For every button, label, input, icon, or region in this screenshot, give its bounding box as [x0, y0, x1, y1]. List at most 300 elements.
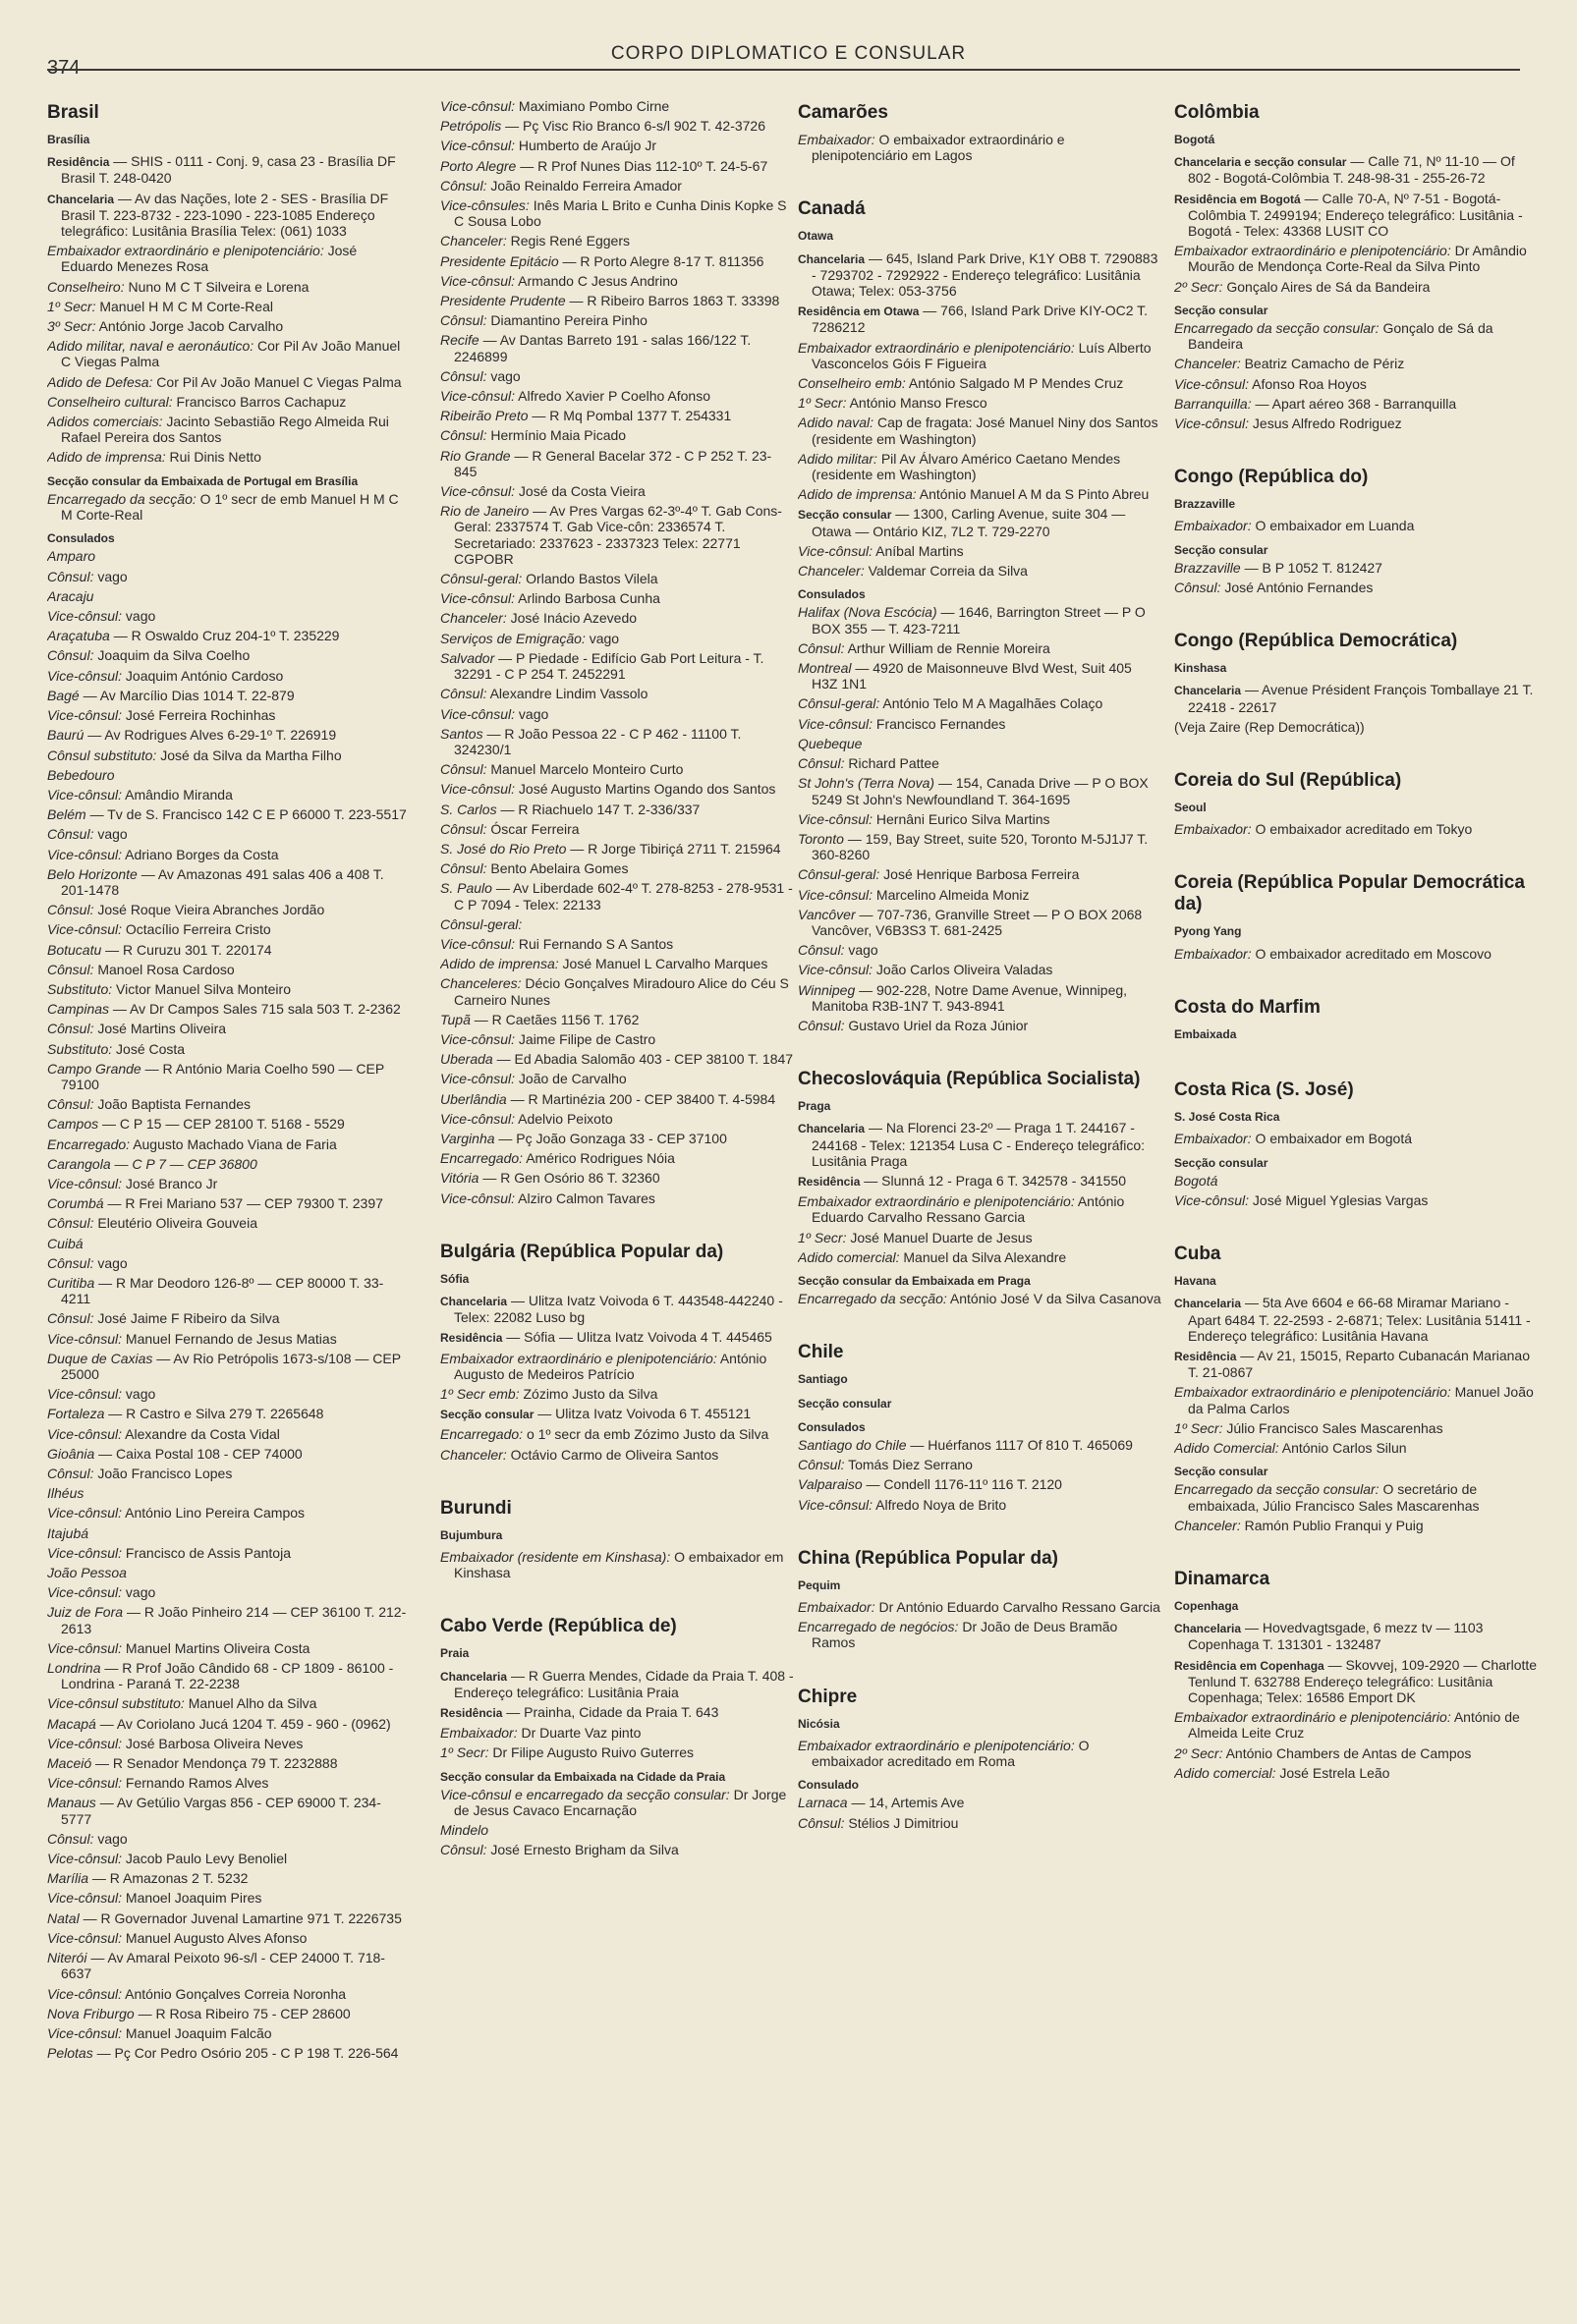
entry-label: Santos: [440, 725, 483, 742]
directory-entry: [440, 610, 794, 626]
entry-label: Vitória: [440, 1170, 479, 1187]
entry-label: Chanceler:: [798, 563, 865, 580]
entry-label: João Pessoa: [47, 1565, 127, 1581]
entry-label: Vice-cônsul:: [47, 1386, 123, 1403]
entry-value: — R Prof Nunes Dias 112-10º T. 24-5-67: [520, 157, 768, 174]
directory-entry: [798, 415, 1161, 446]
section-heading: Secção consular: [798, 1396, 892, 1411]
directory-entry: [798, 716, 1161, 732]
entry-value: — Calle 70-A, Nº 7-51 - Bogotá-Colômbia T. 2499194; Endereço telegráfico: Lusitânia - Bogotá - Telex: 43368 LUSIT CO: [1188, 190, 1523, 240]
directory-entry: [440, 571, 794, 586]
directory-entry: [1174, 396, 1540, 412]
entry-bold-label: Residência: [440, 1331, 503, 1346]
directory-entry: [47, 608, 409, 624]
entry-value: Décio Gonçalves Miradouro Alice do Céu S Carneiro Nunes: [454, 975, 789, 1008]
entry-value: O embaixador em Kinshasa: [454, 1549, 784, 1581]
entry-value: Alfredo Xavier P Coelho Afonso: [518, 388, 711, 405]
directory-entry: [440, 273, 794, 289]
entry-value: Orlando Bastos Vilela: [526, 571, 658, 587]
entry-label: Vice-cônsul:: [47, 1425, 123, 1442]
entry-value: — R João Pinheiro 214 — CEP 36100 T. 212-2613: [61, 1604, 407, 1636]
entry-value: Francisco de Assis Pantoja: [125, 1544, 291, 1561]
entry-value: Zózimo Justo da Silva: [523, 1386, 658, 1402]
directory-entry: [798, 831, 1161, 862]
entry-value: Alexandre Lindim Vassolo: [489, 686, 648, 702]
entry-value: António Lino Pereira Campos: [125, 1505, 306, 1522]
entry-label: Vice-cônsul:: [47, 1735, 123, 1751]
entry-value: Manuel H M C M Corte-Real: [99, 298, 273, 314]
entry-value: — Prainha, Cidade da Praia T. 643: [506, 1704, 719, 1721]
entry-value: Luís Alberto Vasconcelos Góis F Figueira: [812, 339, 1152, 371]
running-header: CORPO DIPLOMATICO E CONSULAR: [610, 43, 967, 64]
spacer: [1174, 1537, 1540, 1555]
entry-label: Bagé: [47, 687, 80, 703]
entry-value: José Ernesto Brigham da Silva: [490, 1842, 679, 1858]
entry-label: Encarregado:: [47, 1135, 131, 1152]
directory-entry: [440, 312, 794, 328]
directory-entry: [1174, 518, 1540, 533]
entry-label: Encarregado:: [440, 1426, 524, 1443]
entry-value: António Salgado M P Mendes Cruz: [908, 375, 1124, 392]
directory-entry: [440, 726, 794, 757]
directory-entry: [1174, 719, 1540, 735]
city-heading: Sófia: [440, 1271, 470, 1286]
entry-label: Vice-cônsul:: [47, 2024, 123, 2041]
directory-entry: [440, 332, 794, 363]
directory-entry: [47, 847, 409, 862]
entry-value: — Condell 1176-11º 116 T. 2120: [866, 1476, 1062, 1493]
entry-value: — R Martinézia 200 - CEP 38400 T. 4-5984: [510, 1090, 776, 1107]
directory-entry: [47, 491, 409, 523]
entry-label: Baurú: [47, 727, 84, 744]
entry-bold-label: Chancelaria: [1174, 684, 1242, 698]
entry-value: — R Caetães 1156 T. 1762: [474, 1011, 640, 1027]
directory-entry: [798, 887, 1161, 903]
directory-entry: [47, 707, 409, 723]
directory-entry: [47, 394, 409, 410]
entry-value: Cap de fragata: José Manuel Niny dos Santos (residente em Washington): [812, 415, 1158, 447]
directory-entry: [1174, 243, 1540, 274]
entry-label: Vice-cônsul:: [1174, 1191, 1250, 1208]
entry-value: — Na Florenci 23-2º — Praga 1 T. 244167 - 244168 - Telex: 121354 Lusa C - Endereço telegráfico: Lusitânia Praga: [812, 1120, 1146, 1169]
country-heading: Costa Rica (S. José): [1174, 1079, 1354, 1101]
entry-label: Vice-cônsul:: [440, 781, 516, 798]
directory-entry: [440, 1150, 794, 1166]
directory-entry: [440, 1406, 794, 1422]
entry-label: Cônsul:: [798, 639, 845, 656]
directory-entry: [798, 1497, 1161, 1513]
city-heading: Praia: [440, 1646, 470, 1661]
entry-value: — 4920 de Maisonneuve Blvd West, Suit 405 H3Z 1N1: [812, 660, 1132, 692]
directory-entry: [440, 98, 794, 114]
directory-entry: [440, 158, 794, 174]
entry-bold-label: Chancelaria: [47, 192, 115, 206]
entry-label: Vice-cônsul:: [47, 1584, 123, 1601]
entry-value: — 1646, Barrington Street — P O BOX 355 — T. 423-7211: [812, 604, 1146, 636]
entry-value: — R Curuzu 301 T. 220174: [105, 941, 272, 958]
directory-entry: [47, 1310, 409, 1326]
spacer: [440, 1584, 794, 1602]
entry-value: Hernâni Eurico Silva Martins: [875, 810, 1050, 827]
entry-label: Adido de imprensa:: [798, 486, 917, 503]
directory-entry: [47, 1545, 409, 1561]
directory-entry: [1174, 1131, 1540, 1146]
country-heading: Coreia (República Popular Democrática da): [1174, 872, 1525, 915]
entry-label: Encarregado da secção consular:: [1174, 1481, 1380, 1498]
entry-value: — B P 1052 T. 812427: [1244, 559, 1382, 576]
entry-label: S. José do Rio Preto: [440, 840, 567, 857]
directory-entry: [440, 408, 794, 423]
entry-value: — 1300, Carling Avenue, suite 304 — Otawa — Ontário KIZ, 7L2 T. 729-2270: [812, 506, 1126, 539]
city-heading: Kinshasa: [1174, 661, 1227, 676]
entry-label: Vice-cônsul:: [440, 935, 516, 952]
entry-label: Presidente Epitácio: [440, 252, 559, 269]
directory-entry: [1174, 415, 1540, 431]
entry-bold-label: Residência em Otawa: [798, 304, 920, 319]
country-heading: Brasil: [47, 102, 99, 123]
directory-entry: [47, 299, 409, 314]
directory-entry: [798, 1619, 1161, 1650]
entry-value: O embaixador acreditado em Roma: [812, 1737, 1090, 1770]
directory-entry: [440, 503, 794, 567]
entry-value: Ramón Publio Franqui y Puig: [1244, 1517, 1424, 1533]
entry-value: Américo Rodrigues Nóia: [526, 1150, 675, 1167]
entry-label: Substituto:: [47, 1040, 113, 1057]
entry-label: Campo Grande: [47, 1060, 141, 1077]
directory-entry: [47, 1275, 409, 1306]
entry-value: — R Oswaldo Cruz 204-1º T. 235229: [113, 628, 340, 644]
directory-entry: [440, 448, 794, 479]
directory-entry: [440, 1170, 794, 1186]
entry-value: vago: [97, 1254, 128, 1271]
entry-label: Cônsul:: [440, 367, 487, 384]
entry-bold-label: Chancelaria: [440, 1294, 508, 1308]
entry-label: Petrópolis: [440, 118, 502, 135]
directory-entry: [47, 1351, 409, 1382]
entry-value: — R General Bacelar 372 - C P 252 T. 23-845: [454, 447, 772, 479]
entry-value: — R Ribeiro Barros 1863 T. 33398: [569, 293, 780, 309]
entry-label: Cônsul:: [47, 1096, 94, 1113]
entry-label: Vice-cônsul:: [798, 715, 873, 732]
entry-label: Fortaleza: [47, 1406, 105, 1422]
entry-label: Santiago do Chile: [798, 1436, 907, 1453]
spacer: [1174, 599, 1540, 617]
country-heading: Canadá: [798, 198, 866, 220]
directory-entry: [798, 604, 1161, 636]
section-heading: Consulados: [798, 587, 866, 602]
entry-value: Óscar Ferreira: [490, 820, 580, 837]
directory-entry: [47, 647, 409, 663]
directory-entry: [440, 138, 794, 153]
entry-value: — R Frei Mariano 537 — CEP 79300 T. 2397: [107, 1195, 383, 1212]
entry-value: — R Gen Osório 86 T. 32360: [482, 1170, 660, 1187]
entry-value: — 5ta Ave 6604 e 66-68 Miramar Mariano - Apart 6484 T. 22-2593 - 2-6871; Telex: Lusitânia 51411 - Endereço telegráfico: Lusitânia Havana: [1188, 1295, 1531, 1344]
entry-label: Cônsul:: [798, 1017, 845, 1033]
entry-bold-label: Residência: [1174, 1349, 1237, 1363]
entry-value: Octávio Carmo de Oliveira Santos: [510, 1446, 719, 1463]
entry-value: Júlio Francisco Sales Mascarenhas: [1226, 1419, 1443, 1436]
entry-value: — Av Dr Campos Sales 715 sala 503 T. 2-2362: [112, 1001, 401, 1018]
directory-entry: [798, 1120, 1161, 1169]
entry-value: vago: [125, 1584, 156, 1601]
entry-label: Cônsul:: [47, 961, 94, 977]
directory-entry: [1174, 153, 1540, 186]
entry-label: 1º Secr:: [440, 1744, 489, 1761]
entry-value: — Hovedvagtsgade, 6 mezz tv — 1103 Copenhaga T. 131301 - 132487: [1188, 1620, 1484, 1653]
entry-value: Manuel Alho da Silva: [188, 1695, 317, 1712]
entry-value: Rui Dinis Netto: [169, 449, 261, 466]
directory-entry: [440, 1071, 794, 1086]
directory-entry: [798, 451, 1161, 482]
entry-bold-label: Chancelaria: [798, 1122, 866, 1136]
directory-entry: [440, 1111, 794, 1127]
entry-label: Cônsul:: [1174, 580, 1221, 596]
directory-entry: [47, 1736, 409, 1751]
directory-entry: [47, 1870, 409, 1886]
entry-value: O secretário de embaixada, Júlio Francisco Sales Mascarenhas: [1188, 1481, 1480, 1514]
entry-value: Amândio Miranda: [125, 786, 233, 802]
entry-value: — Apart aéreo 368 - Barranquilla: [1255, 395, 1457, 412]
entry-value: — 154, Canada Drive — P O BOX 5249 St John's Newfoundland T. 364-1695: [812, 775, 1149, 807]
entry-label: Vice-cônsul:: [440, 272, 516, 289]
entry-value: Alfredo Noya de Brito: [875, 1496, 1007, 1513]
entry-label: Chanceler:: [440, 233, 507, 249]
directory-entry: [47, 1041, 409, 1057]
directory-entry: [47, 1584, 409, 1600]
entry-label: Vice-cônsul:: [47, 1775, 123, 1792]
entry-value: João Reinaldo Ferreira Amador: [490, 177, 682, 194]
entry-value: José Miguel Yglesias Vargas: [1252, 1191, 1429, 1208]
directory-entry: [440, 761, 794, 777]
entry-label: Adido militar:: [798, 450, 877, 467]
entry-value: António Jorge Jacob Carvalho: [98, 318, 284, 335]
entry-value: Hermínio Maia Picado: [490, 427, 627, 444]
directory-entry: [47, 153, 409, 186]
entry-value: — Huérfanos 1117 Of 810 T. 465069: [910, 1436, 1133, 1453]
entry-value: José Martins Oliveira: [97, 1021, 227, 1037]
directory-entry: [1174, 320, 1540, 352]
directory-entry: [47, 1195, 409, 1211]
directory-entry: [47, 1930, 409, 1946]
entry-label: Vice-cônsul:: [47, 1851, 123, 1867]
directory-entry: [440, 197, 794, 229]
entry-label: Amparo: [47, 548, 96, 565]
entry-label: Cônsul:: [440, 427, 487, 444]
directory-entry: [47, 548, 409, 564]
directory-entry: [47, 1021, 409, 1036]
entry-label: Cônsul substituto:: [47, 747, 157, 763]
entry-label: 2º Secr:: [1174, 1744, 1223, 1761]
section-heading: Secção consular: [1174, 1465, 1268, 1479]
entry-value: Jaime Filipe de Castro: [518, 1030, 656, 1047]
entry-label: Tupã: [440, 1011, 471, 1027]
entry-label: Manaus: [47, 1795, 96, 1811]
directory-entry: [47, 921, 409, 937]
entry-value: Adelvio Peixoto: [518, 1110, 613, 1127]
entry-label: Larnaca: [798, 1795, 848, 1811]
entry-value: Maximiano Pombo Cirne: [518, 98, 670, 114]
entry-value: António de Almeida Leite Cruz: [1188, 1709, 1520, 1742]
entry-label: Brazzaville: [1174, 559, 1241, 576]
entry-bold-label: Residência: [440, 1706, 503, 1721]
entry-label: Bebedouro: [47, 766, 115, 783]
directory-entry: [440, 781, 794, 797]
directory-entry: [47, 1061, 409, 1092]
directory-entry: [798, 1018, 1161, 1033]
directory-entry: [798, 1230, 1161, 1245]
entry-label: Vice-cônsul:: [47, 786, 123, 802]
entry-label: Vice-cônsul:: [47, 1639, 123, 1656]
directory-entry: [1174, 1709, 1540, 1741]
entry-label: Mindelo: [440, 1822, 489, 1839]
entry-value: Inês Maria L Brito e Cunha Dinis Kopke S C Sousa Lobo: [454, 197, 787, 230]
directory-entry: [798, 543, 1161, 559]
entry-value: — R Senador Mendonça 79 T. 2232888: [95, 1755, 338, 1772]
entry-label: Campinas: [47, 1001, 110, 1018]
entry-value: Manuel Martins Oliveira Costa: [125, 1639, 310, 1656]
directory-entry: [440, 388, 794, 404]
directory-entry: [1174, 1481, 1540, 1513]
entry-value: — Calle 71, Nº 11-10 — Of 802 - Bogotá-Colômbia T. 248-98-31 - 255-26-72: [1188, 153, 1515, 187]
entry-label: Recife: [440, 332, 479, 349]
country-heading: Coreia do Sul (República): [1174, 770, 1402, 792]
entry-label: Gioânia: [47, 1445, 95, 1462]
directory-entry: [1174, 1745, 1540, 1761]
spacer: [1174, 841, 1540, 858]
directory-entry: [440, 1293, 794, 1325]
entry-label: Cônsul:: [47, 1830, 94, 1847]
directory-entry: [440, 233, 794, 249]
entry-value: José Jaime F Ribeiro da Silva: [97, 1310, 280, 1327]
directory-entry: [798, 375, 1161, 391]
entry-value: — Ulitza Ivatz Voivoda 6 T. 443548-442240 - Telex: 22082 Luso bg: [454, 1292, 783, 1326]
country-heading: Burundi: [440, 1497, 512, 1519]
directory-entry: [47, 826, 409, 842]
entry-label: Adidos comerciais:: [47, 414, 163, 430]
entry-label: Vice-cônsul:: [47, 921, 123, 938]
entry-label: Bogotá: [1174, 1172, 1218, 1189]
entry-label: Vice-cônsul:: [47, 667, 123, 684]
entry-bold-label: Chancelaria: [1174, 1297, 1242, 1311]
entry-label: Chanceler:: [1174, 1517, 1241, 1533]
directory-entry: [47, 902, 409, 917]
directory-entry: [1174, 1518, 1540, 1533]
directory-entry: [440, 975, 794, 1007]
directory-entry: [440, 253, 794, 269]
directory-entry: [440, 631, 794, 646]
entry-value: — Av Marcílio Dias 1014 T. 22-879: [83, 687, 295, 703]
directory-entry: [440, 1704, 794, 1721]
city-heading: Copenhaga: [1174, 1598, 1239, 1613]
section-heading: Secção consular: [1174, 1155, 1268, 1170]
entry-label: Quebeque: [798, 735, 863, 751]
directory-entry: [1174, 580, 1540, 595]
directory-entry: [798, 775, 1161, 806]
entry-label: Barranquilla:: [1174, 395, 1252, 412]
entry-value: Nuno M C T Silveira e Lorena: [128, 278, 310, 295]
entry-value: José Manuel Duarte de Jesus: [850, 1229, 1033, 1245]
entry-label: Adido naval:: [798, 415, 874, 431]
directory-entry: [47, 1215, 409, 1231]
directory-entry: [47, 569, 409, 584]
entry-value: Manoel Rosa Cardoso: [97, 961, 235, 977]
entry-label: Itajubá: [47, 1524, 89, 1541]
entry-label: Natal: [47, 1909, 80, 1926]
entry-label: Vice-cônsul:: [47, 1175, 123, 1191]
entry-label: Marília: [47, 1870, 89, 1887]
entry-value: — R Guerra Mendes, Cidade da Praia T. 408 - Endereço telegráfico: Lusitânia Praia: [454, 1667, 794, 1700]
directory-entry: [440, 1329, 794, 1346]
entry-label: Vice-cônsul:: [440, 98, 516, 114]
entry-bold-label: Chancelaria: [798, 251, 866, 266]
directory-entry: [47, 1236, 409, 1251]
directory-entry: [440, 1787, 794, 1818]
entry-label: Vice-cônsul:: [798, 962, 873, 978]
entry-label: Vice-cônsul:: [47, 1505, 123, 1522]
entry-value: Pil Av Álvaro Américo Caetano Mendes (residente em Washington): [812, 450, 1121, 483]
entry-value: — Ed Abadia Salomão 403 - CEP 38100 T. 1847: [496, 1051, 794, 1068]
entry-value: — Sófia — Ulitza Ivatz Voivoda 4 T. 445465: [506, 1329, 772, 1346]
directory-entry: [798, 640, 1161, 656]
city-heading: Nicósia: [798, 1716, 840, 1731]
entry-label: Toronto: [798, 830, 844, 847]
entry-value: José Eduardo Menezes Rosa: [61, 243, 358, 275]
city-heading: Brazzaville: [1174, 497, 1236, 512]
directory-entry: [47, 806, 409, 822]
entry-label: Conselheiro cultural:: [47, 393, 173, 410]
entry-label: Cônsul:: [47, 568, 94, 584]
directory-entry: [798, 340, 1161, 371]
directory-entry: [1174, 560, 1540, 576]
entry-label: Encarregado da secção:: [47, 490, 197, 507]
directory-entry: [798, 866, 1161, 882]
directory-entry: [47, 962, 409, 977]
directory-entry: [47, 1466, 409, 1481]
entry-label: Vice-cônsul:: [47, 608, 123, 625]
entry-value: Dr António Eduardo Carvalho Ressano Garcia: [878, 1599, 1160, 1615]
entry-label: Embaixador extraordinário e plenipotenciário:: [1174, 243, 1451, 259]
entry-value: Manuel Joaquim Falcão: [125, 2024, 272, 2041]
entry-value: — C P 15 — CEP 28100 T. 5168 - 5529: [102, 1116, 345, 1133]
section-heading: Consulados: [798, 1419, 866, 1434]
directory-entry: [47, 414, 409, 445]
directory-entry: [47, 1851, 409, 1866]
entry-label: Cônsul:: [440, 1842, 487, 1858]
directory-entry: [47, 1116, 409, 1132]
entry-value: — Av Getúlio Vargas 856 - CEP 69000 T. 234-5777: [61, 1795, 381, 1827]
entry-label: Adido de imprensa:: [47, 449, 166, 466]
entry-label: Adido de Defesa:: [47, 373, 153, 390]
page-number: 374: [47, 57, 81, 79]
entry-label: Vice-cônsul e encarregado da secção consular:: [440, 1786, 730, 1802]
entry-value: — Av Dantas Barreto 191 - salas 166/122 T. 2246899: [454, 332, 752, 364]
entry-value: Fernando Ramos Alves: [125, 1775, 269, 1792]
entry-value: — R Castro e Silva 279 T. 2265648: [108, 1406, 324, 1422]
directory-entry: [440, 427, 794, 443]
entry-value: João de Carvalho: [518, 1071, 627, 1087]
entry-value: — Pç Visc Rio Branco 6-s/l 902 T. 42-3726: [505, 118, 765, 135]
section-heading: Secção consular da Embaixada de Portugal em Brasília: [47, 473, 359, 488]
directory-entry: [440, 1447, 794, 1463]
entry-label: Conselheiro:: [47, 278, 125, 295]
directory-entry: [798, 660, 1161, 692]
entry-bold-label: Chancelaria e secção consular: [1174, 155, 1347, 170]
entry-label: Cônsul-geral:: [440, 915, 523, 932]
directory-entry: [440, 1725, 794, 1741]
entry-bold-label: Residência: [47, 155, 110, 170]
directory-entry: [47, 981, 409, 997]
entry-label: Vice-cônsul:: [440, 1190, 516, 1206]
